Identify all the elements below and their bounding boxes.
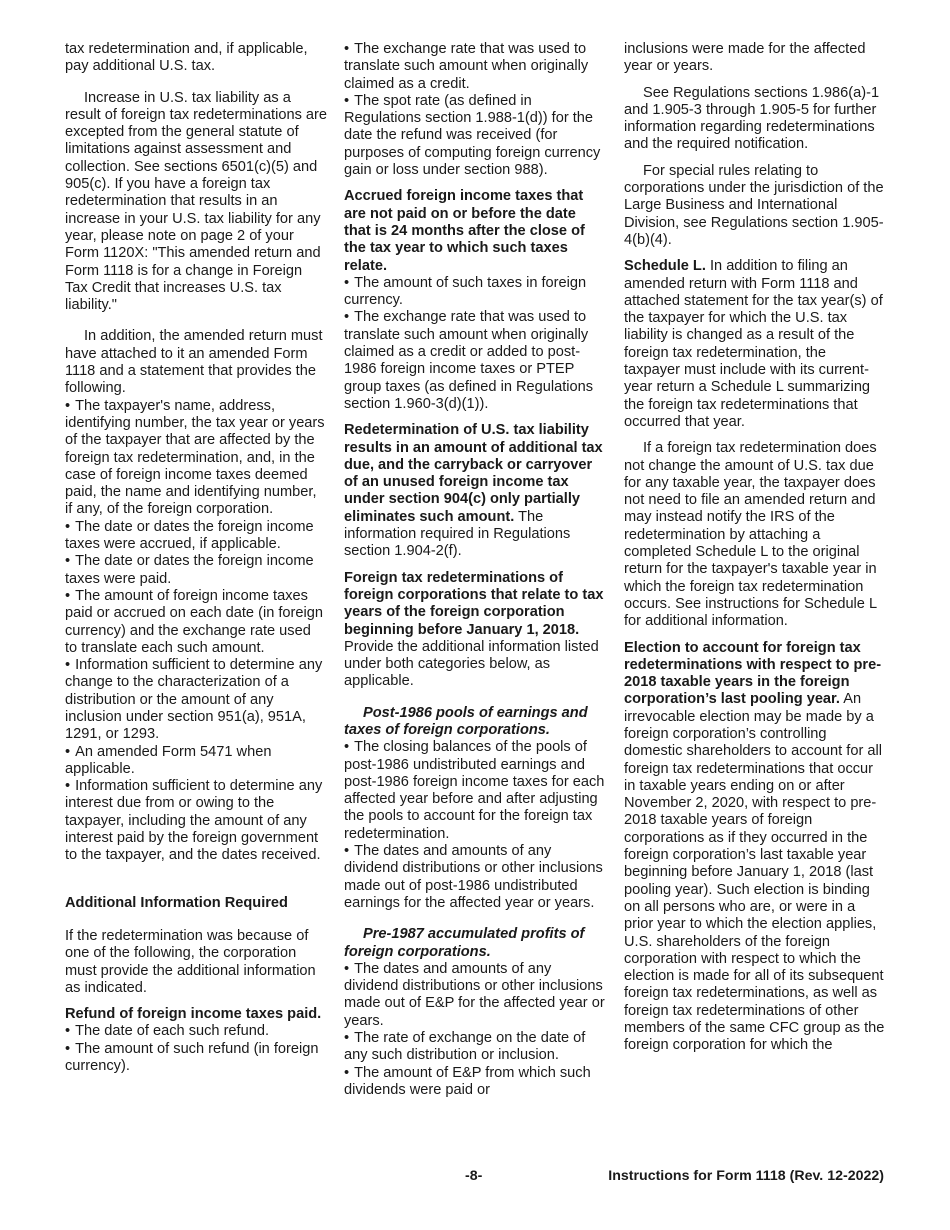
subsection-heading: Post-1986 pools of earnings and taxes of foreign corporations. [344,704,588,738]
paragraph-text: An irrevocable election may be made by a foreign corporation’s controlling domestic shareholders to account for all foreign tax redeterminations that occur in taxable years ending on or after November 2, 2020, with respect to pre-2018 taxable years of foreign corporations as if they occurred in the foreign corporation’s last taxable year beginning before January 1, 2018 (last pooling year). Such election is binding on all persons who are, or were in a prior year to which the election applies, U.S. shareholders of the foreign corporation with respect to which the election is made for all of its subsequent foreign tax redeterminations, as well as foreign tax redeterminations of other members of the same CFC group as the foreign corporation for which the [624,691,885,1054]
list-item: • Information sufficient to determine any interest due from or owing to the taxpayer, including the amount of any interest paid by the foreign government to the taxpayer, and the dates received. [65,778,327,864]
column-2 [344,41,606,1099]
list-item: • The date or dates the foreign income taxes were paid. [65,553,327,588]
paragraph: If the redetermination was because of one of the following, the corporation must provide the additional information as indicated. [65,927,316,996]
list-item: • The spot rate (as defined in Regulations section 1.988-1(d)) for the date the refund was received (for purposes of computing foreign currency gain or loss under section 988). [344,93,606,179]
paragraph: tax redetermination and, if applicable, pay additional U.S. tax. [65,41,308,75]
list-item: • The dates and amounts of any dividend distributions or other inclusions made out of E&P for the affected year or years. [344,961,606,1030]
list-item: • The amount of such taxes in foreign currency. [344,275,606,310]
list-item: • The date or dates the foreign income taxes were accrued, if applicable. [65,519,327,554]
paragraph [624,258,886,431]
paragraph-text: Provide the additional information listed under both categories below, as applicable. [344,638,599,690]
run-in-heading: Foreign tax redeterminations of foreign corporations that relate to tax years of the foreign corporation beginning before January 1, 2018. [344,569,604,638]
list-item: • The dates and amounts of any dividend distributions or other inclusions made out of post-1986 undistributed earnings for the affected year or years. [344,843,606,912]
list-item: • The exchange rate that was used to translate such amount when originally claimed as a credit or added to post-1986 foreign income taxes or PTEP group taxes (as defined in Regulations section 1.960-3(d)(1)). [344,309,606,413]
page-number: -8- [465,1168,483,1184]
section-heading: Additional Information Required [65,894,288,911]
paragraph [624,640,886,1055]
run-in-heading: Redetermination of U.S. tax liability results in an amount of additional tax due, and the carryback or carryover of an unused foreign income tax under section 904(c) only partially eliminates such amount. [344,422,603,525]
column-3 [624,41,886,1055]
list-item: • The exchange rate that was used to translate such amount when originally claimed as a credit. [344,41,606,93]
paragraph: See Regulations sections 1.986(a)-1 and 1.905-3 through 1.905-5 for further information regarding redeterminations and the required notification. [624,84,880,153]
list-item: • The amount of foreign income taxes paid or accrued on each date (in foreign currency) and the exchange rate used to translate each such amount. [65,588,327,657]
paragraph [344,570,606,691]
column-1 [65,41,327,1075]
list-item: • The amount of E&P from which such dividends were paid or [344,1065,606,1100]
subsection-heading: Accrued foreign income taxes that are not paid on or before the date that is 24 months after the close of the tax year to which such taxes relate. [344,188,585,274]
paragraph: In addition, the amended return must have attached to it an amended Form 1118 and a statement that provides the following. [65,328,323,397]
list-item: • The amount of such refund (in foreign currency). [65,1041,327,1076]
subsection-heading: Refund of foreign income taxes paid. [65,1006,322,1023]
paragraph: inclusions were made for the affected year or years. [624,41,866,75]
list-item: • The closing balances of the pools of post-1986 undistributed earnings and post-1986 foreign income taxes for each affected year before and after adjusting the pools to account for the foreign tax redetermination. [344,739,606,843]
form-reference: Instructions for Form 1118 (Rev. 12-2022) [608,1168,884,1184]
paragraph-text: In addition to filing an amended return with Form 1118 and attached statement for the tax year(s) of the taxpayer for which the U.S. tax liability is changed as a result of the foreign tax redetermination, the taxpayer must include with its current-year return a Schedule L summarizing the foreign tax redeterminations that occurred that year. [624,258,883,430]
list-item: • The date of each such refund. [65,1023,327,1040]
list-item: • An amended Form 5471 when applicable. [65,744,327,779]
list-item: • Information sufficient to determine any change to the characterization of a distribution or the amount of any inclusion under section 951(a), 951A, 1291, or 1293. [65,657,327,743]
paragraph: Increase in U.S. tax liability as a result of foreign tax redeterminations are excepted from the general statute of limitations against assessment and collection. See sections 6501(c)(5) and 905(c). If you have a foreign tax redetermination that results in an increase in your U.S. tax liability for any year, please note on page 2 of your Form 1120X: "This amended return and Form 1118 is for a change in Foreign Tax Credit that increases U.S. tax liability." [65,89,328,314]
run-in-heading: Schedule L. [624,258,706,275]
paragraph [344,422,606,560]
list-item: • The rate of exchange on the date of any such distribution or inclusion. [344,1030,606,1065]
paragraph-text: The information required in Regulations section 1.904-2(f). [344,508,571,560]
paragraph: If a foreign tax redetermination does not change the amount of U.S. tax due for any taxable year, the taxpayer does not need to file an amended return and may instead notify the IRS of the redetermination by attaching a completed Schedule L to the original return for the taxpayer's taxable year in which the foreign tax redetermination occurs. See instructions for Schedule L for additional information. [624,440,877,630]
subsection-heading: Pre-1987 accumulated profits of foreign corporations. [344,926,585,960]
run-in-heading: Election to account for foreign tax redeterminations with respect to pre-2018 taxable years in the foreign corporation’s last pooling year. [624,639,882,708]
paragraph: For special rules relating to corporations under the jurisdiction of the Large Business and International Division, see Regulations section 1.905-4(b)(4). [624,162,884,248]
list-item: • The taxpayer's name, address, identifying number, the tax year or years of the taxpayer that are affected by the foreign tax redetermination, and, in the case of foreign income taxes deemed paid, the name and identifying number, if any, of the foreign corporation. [65,398,327,519]
